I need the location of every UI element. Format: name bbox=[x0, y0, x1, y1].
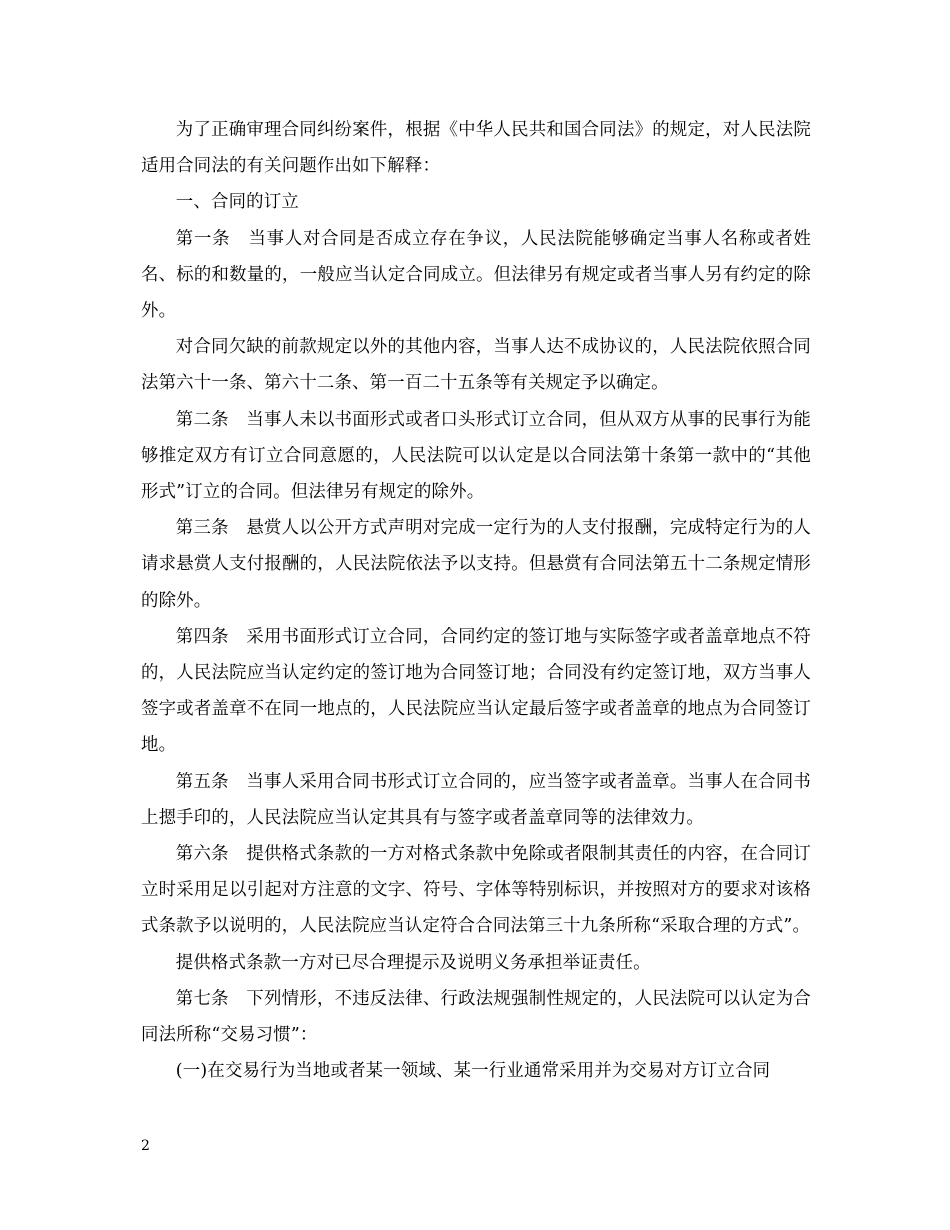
paragraph-article-1: 第一条 当事人对合同是否成立存在争议，人民法院能够确定当事人名称或者姓名、标的和数量的，一般应当认定合同成立。但法律另有规定或者当事人另有约定的除外。 bbox=[141, 228, 811, 322]
paragraph-preamble: 为了正确审理合同纠纷案件，根据《中华人民共和国合同法》的规定，对人民法院适用合同法的有关问题作出如下解释： bbox=[141, 120, 811, 177]
paragraph-article-1-clause-2: 对合同欠缺的前款规定以外的其他内容，当事人达不成协议的，人民法院依照合同法第六十一条、第六十二条、第一百二十五条等有关规定予以确定。 bbox=[141, 337, 811, 394]
paragraph-article-7-item-1: (一)在交易行为当地或者某一领域、某一行业通常采用并为交易对方订立合同 bbox=[175, 1061, 771, 1082]
paragraph-article-7: 第七条 下列情形，不违反法律、行政法规强制性规定的，人民法院可以认定为合同法所称“交易习惯”： bbox=[141, 988, 811, 1046]
paragraph-article-6-clause-2: 提供格式条款一方对已尽合理提示及说明义务承担举证责任。 bbox=[175, 952, 651, 973]
paragraph-article-3: 第三条 悬赏人以公开方式声明对完成一定行为的人支付报酬，完成特定行为的人请求悬赏人支付报酬的，人民法院依法予以支持。但悬赏有合同法第五十二条规定情形的除外。 bbox=[141, 518, 811, 611]
document-body bbox=[141, 112, 811, 1089]
page-number: 2 bbox=[141, 1138, 150, 1154]
paragraph-article-5: 第五条 当事人采用合同书形式订立合同的，应当签字或者盖章。当事人在合同书上摁手印的，人民法院应当认定其具有与签字或者盖章同等的法律效力。 bbox=[141, 771, 811, 828]
paragraph-article-2: 第二条 当事人未以书面形式或者口头形式订立合同，但从双方从事的民事行为能够推定双方有订立合同意愿的，人民法院可以认定是以合同法第十条第一款中的“其他形式”订立的合同。但法律另有规定的除外。 bbox=[141, 409, 811, 503]
section-heading-contract-formation: 一、合同的订立 bbox=[175, 192, 299, 213]
paragraph-article-6: 第六条 提供格式条款的一方对格式条款中免除或者限制其责任的内容，在合同订立时采用足以引起对方注意的文字、符号、字体等特别标识，并按照对方的要求对该格式条款予以说明的，人民法院应当认定符合合同法第三十九条所称“采取合理的方式”。 bbox=[141, 844, 811, 937]
paragraph-article-4: 第四条 采用书面形式订立合同，合同约定的签订地与实际签字或者盖章地点不符的，人民法院应当认定约定的签订地为合同签订地；合同没有约定签订地，双方当事人签字或者盖章不在同一地点的，人民法院应当认定最后签字或者盖章的地点为合同签订地。 bbox=[141, 626, 811, 756]
